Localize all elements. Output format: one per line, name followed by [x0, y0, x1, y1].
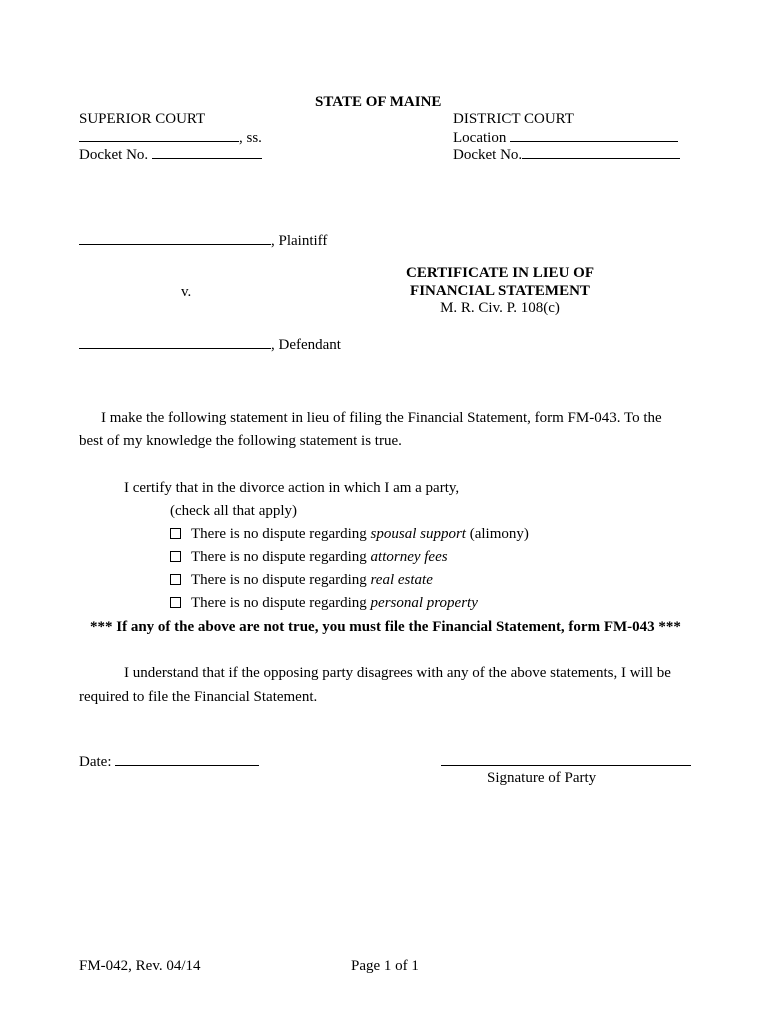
docket-left	[79, 145, 262, 164]
date-line	[79, 752, 259, 771]
rule-citation: M. R. Civ. P. 108(c)	[440, 300, 560, 316]
plaintiff-blank[interactable]	[79, 231, 271, 245]
option-real-estate[interactable]	[170, 572, 433, 589]
docket-left-blank[interactable]	[152, 145, 262, 159]
defendant-line	[79, 335, 341, 354]
option-subject: real estate	[370, 572, 433, 588]
defendant-label: , Defendant	[271, 337, 341, 353]
option-attorney-fees[interactable]	[170, 549, 448, 566]
date-blank[interactable]	[115, 752, 259, 766]
understand-line-2: required to file the Financial Statement.	[79, 689, 318, 705]
understand-line-1: I understand that if the opposing party disagrees with any of the above statements, I will be	[124, 665, 671, 681]
docket-right-blank[interactable]	[522, 145, 680, 159]
plaintiff-line	[79, 231, 327, 250]
signature-blank-line	[441, 752, 691, 771]
statement-line-1: I make the following statement in lieu of filing the Financial Statement, form FM-043. To the	[101, 410, 662, 426]
checkbox[interactable]	[170, 574, 181, 585]
certify-text: I certify that in the divorce action in which I am a party,	[124, 480, 460, 496]
option-personal-property[interactable]	[170, 595, 478, 612]
option-prefix: There is no dispute regarding	[191, 595, 371, 611]
option-suffix: (alimony)	[465, 526, 529, 542]
option-spousal-support[interactable]	[170, 526, 529, 543]
title-line-2: FINANCIAL STATEMENT	[410, 283, 590, 299]
signature-blank[interactable]	[441, 752, 691, 766]
state-heading: STATE OF MAINE	[315, 94, 442, 110]
option-subject: attorney fees	[370, 549, 448, 565]
statement-line-2: best of my knowledge the following statement is true.	[79, 433, 402, 449]
option-prefix: There is no dispute regarding	[191, 572, 371, 588]
location-label: Location	[453, 130, 507, 146]
versus-label: v.	[181, 284, 192, 300]
location-blank[interactable]	[510, 128, 678, 142]
checkbox[interactable]	[170, 551, 181, 562]
docket-right-label: Docket No.	[453, 147, 523, 163]
form-id: FM-042, Rev. 04/14	[79, 958, 201, 974]
superior-court-label: SUPERIOR COURT	[79, 111, 206, 127]
district-court-label: DISTRICT COURT	[453, 111, 574, 127]
page-number: Page 1 of 1	[351, 958, 419, 974]
ss-label: , ss.	[239, 130, 262, 146]
date-label: Date:	[79, 754, 112, 770]
title-line-1: CERTIFICATE IN LIEU OF	[406, 265, 594, 281]
signature-label: Signature of Party	[487, 770, 597, 786]
checkbox[interactable]	[170, 528, 181, 539]
county-blank[interactable]	[79, 128, 239, 142]
option-prefix: There is no dispute regarding	[191, 549, 371, 565]
option-subject: spousal support	[370, 526, 466, 542]
check-all-text: (check all that apply)	[170, 503, 298, 519]
option-subject: personal property	[370, 595, 478, 611]
checkbox[interactable]	[170, 597, 181, 608]
plaintiff-label: , Plaintiff	[271, 233, 328, 249]
docket-right	[453, 145, 680, 164]
warning-text: *** If any of the above are not true, you must file the Financial Statement, form FM-043 ***	[90, 619, 681, 635]
option-prefix: There is no dispute regarding	[191, 526, 371, 542]
docket-left-label: Docket No.	[79, 147, 149, 163]
defendant-blank[interactable]	[79, 335, 271, 349]
